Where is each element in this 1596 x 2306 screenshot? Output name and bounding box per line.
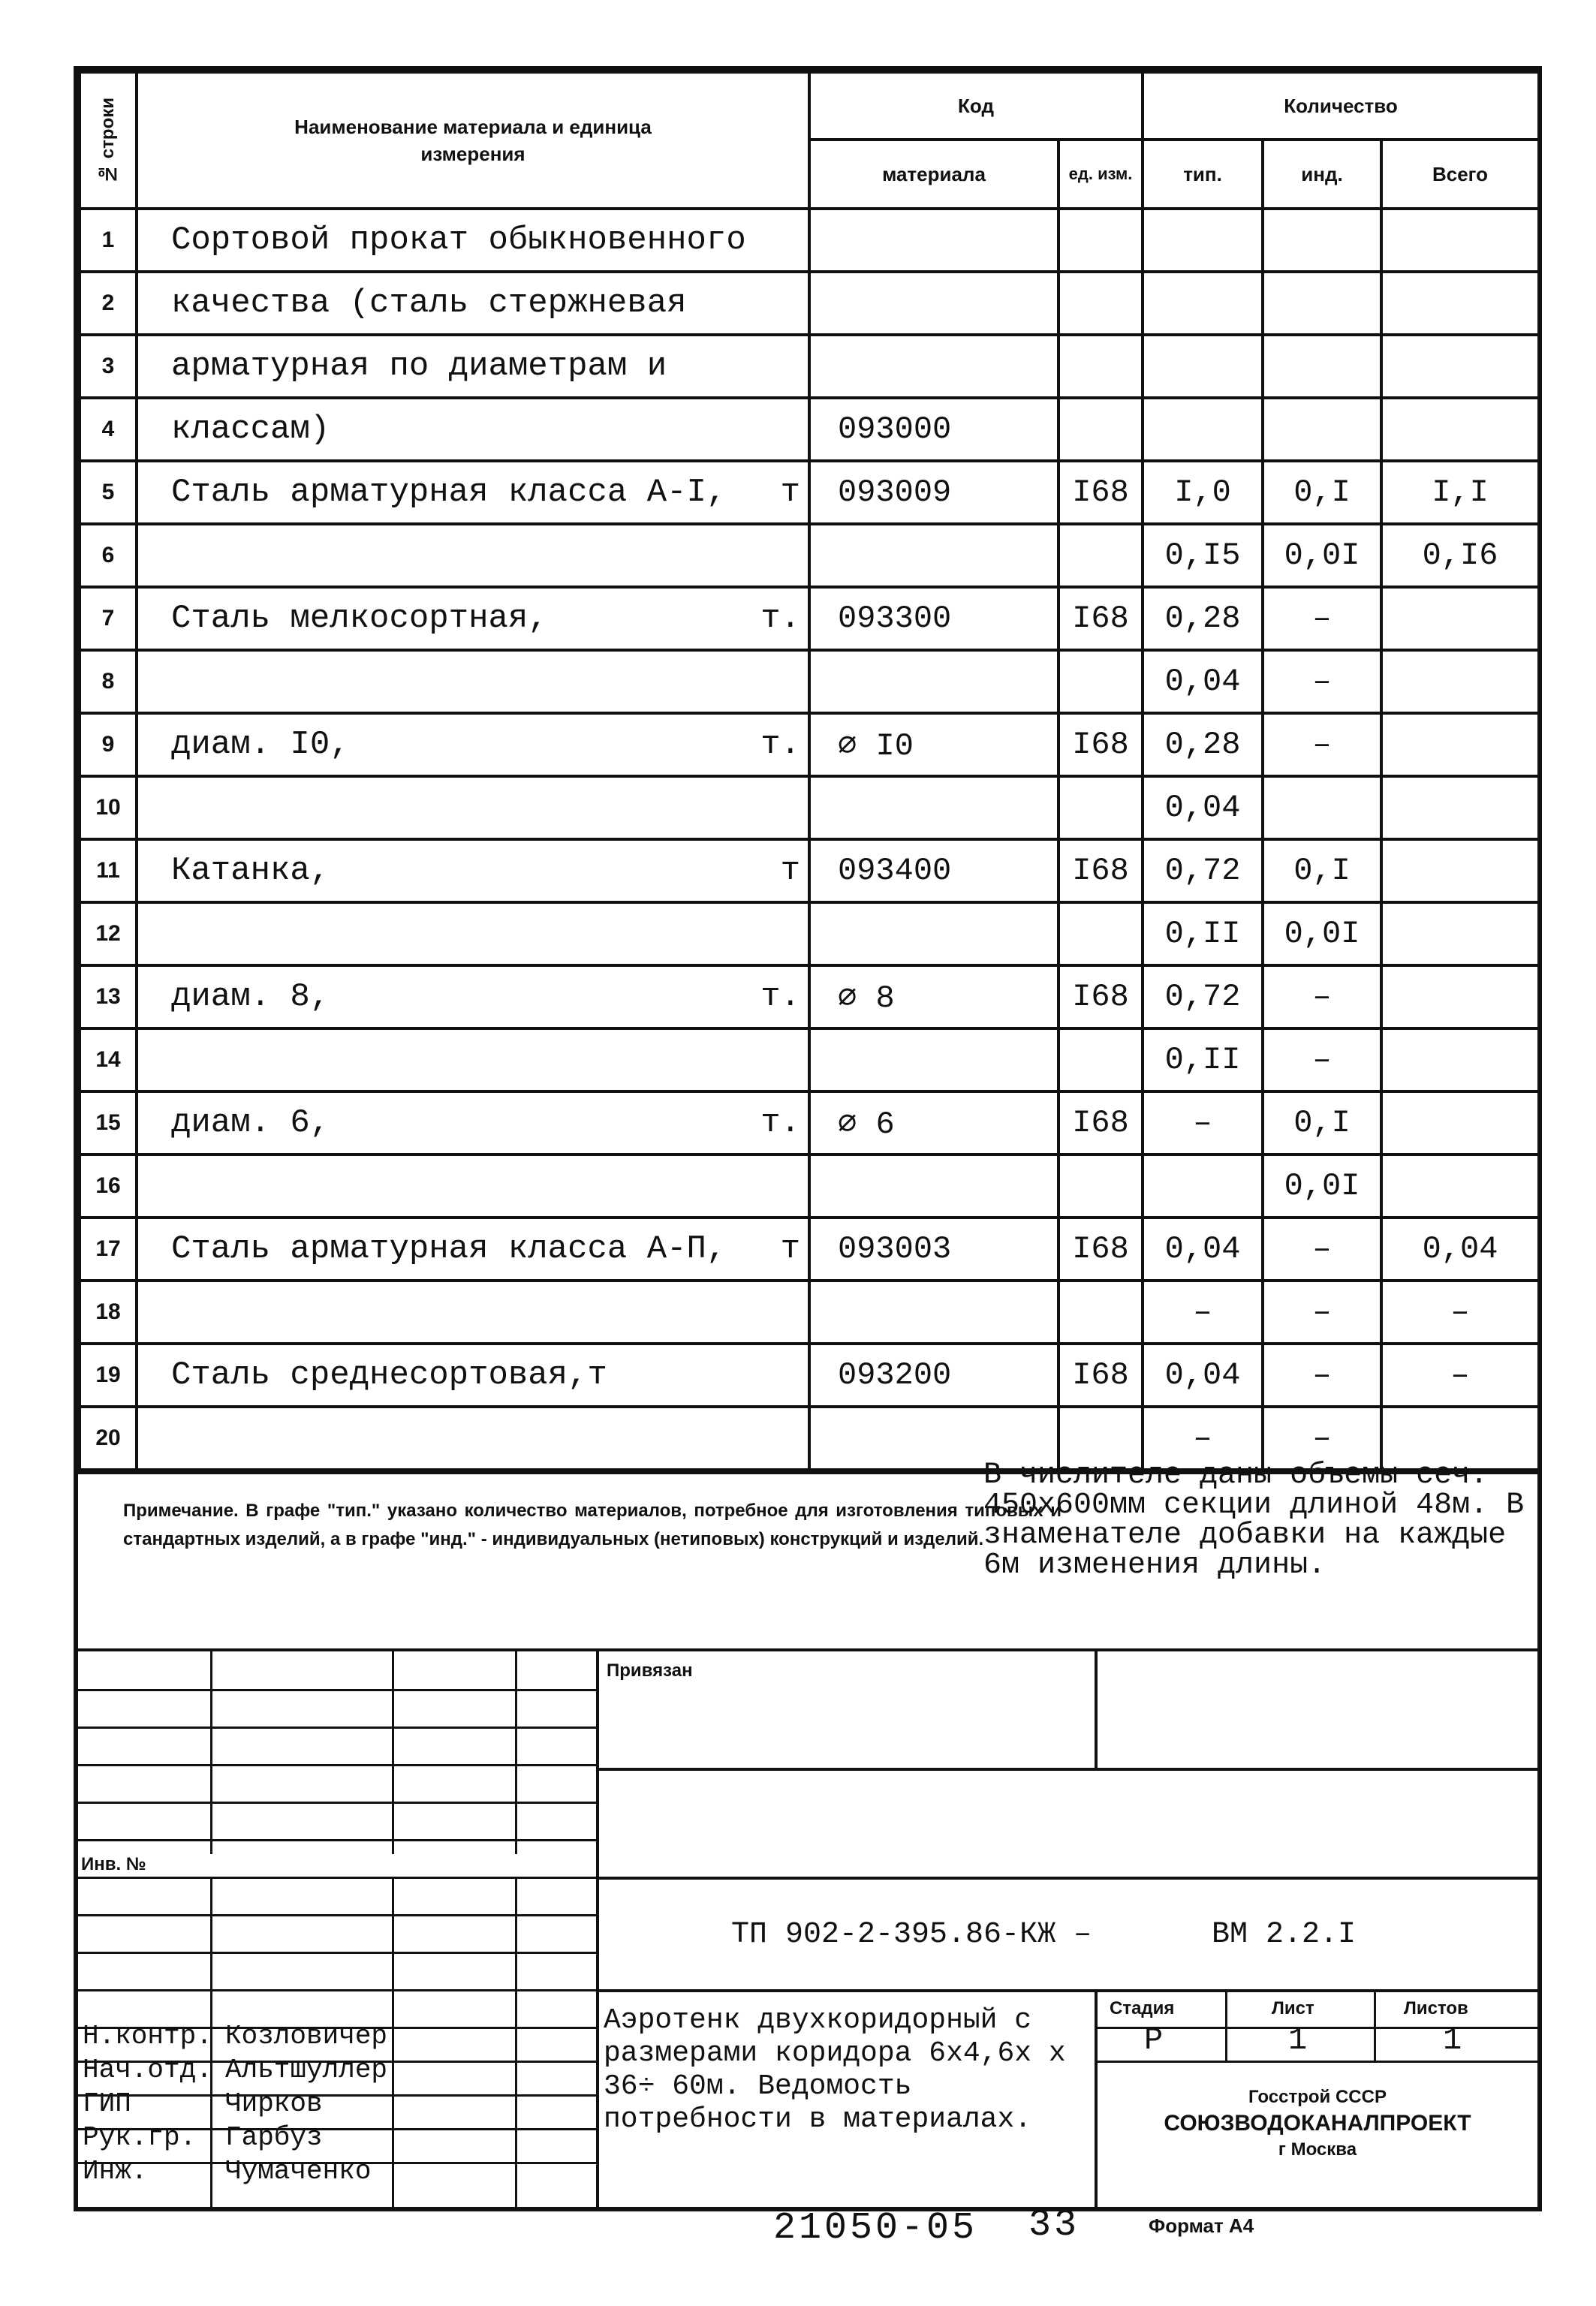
unit-label: т (780, 852, 800, 890)
qty-ind-cell: – (1263, 1218, 1381, 1281)
material-code-cell (809, 1281, 1058, 1344)
material-name: арматурная по диаметрам и (171, 348, 667, 385)
materials-table (78, 71, 1540, 1471)
qty-total-cell (1381, 1091, 1539, 1155)
qty-total-cell (1381, 272, 1539, 335)
name-header: Наименование материала и единица измерения (137, 72, 809, 209)
row-number-header: № строки (80, 72, 137, 209)
qty-typ-cell (1143, 335, 1263, 398)
material-code-cell: ∅ 8 (809, 965, 1058, 1028)
org-name: СОЮЗВОДОКАНАЛПРОЕКТ (1164, 2111, 1471, 2136)
qty-total-cell: – (1381, 1281, 1539, 1344)
table-row (80, 524, 1539, 587)
row-number-cell: 6 (80, 524, 137, 587)
qty-total-cell: 0,I6 (1381, 524, 1539, 587)
qty-total-cell (1381, 650, 1539, 713)
material-name-cell (137, 839, 809, 902)
table-row (80, 1344, 1539, 1407)
row-number-cell: 2 (80, 272, 137, 335)
material-name: диам. 6, (171, 1104, 330, 1142)
material-code-cell: ∅ 6 (809, 1091, 1058, 1155)
note-section (78, 1459, 1537, 1648)
material-code-cell (809, 209, 1058, 272)
unit-code-cell (1058, 272, 1143, 335)
qty-ind-cell: – (1263, 965, 1381, 1028)
table-row (80, 713, 1539, 776)
format-label: Формат А4 (1149, 2214, 1254, 2237)
table-row (80, 587, 1539, 650)
unit-code-cell (1058, 1028, 1143, 1091)
row-number-cell: 13 (80, 965, 137, 1028)
material-code-cell (809, 1028, 1058, 1091)
drawing-title: Аэротенк двухкоридорный с размерами коридора 6х4,6х х 36÷ 60м. Ведомость потребности в материалах. (604, 2004, 1066, 2136)
table-row (80, 1281, 1539, 1344)
qty-total-cell (1381, 398, 1539, 461)
table-row (80, 1091, 1539, 1155)
material-code-cell (809, 1155, 1058, 1218)
unit-code-cell (1058, 398, 1143, 461)
material-name: Сталь арматурная класса А-П, (171, 1230, 727, 1268)
stage-label: Стадия (1110, 1998, 1175, 2019)
qty-total-cell (1381, 335, 1539, 398)
material-code-cell (809, 776, 1058, 839)
document-code: ТП 902-2-395.86-КЖ – (731, 1918, 1092, 1952)
material-name: Сортовой прокат обыкновенного (171, 221, 746, 259)
code-group-header: Код (809, 72, 1143, 140)
signatory-role: Н.контр. (83, 2021, 212, 2052)
material-code-cell (809, 335, 1058, 398)
material-name-cell (137, 587, 809, 650)
org-ministry: Госстрой СССР (1248, 2087, 1387, 2107)
qty-typ-cell: 0,04 (1143, 1218, 1263, 1281)
row-number-cell: 12 (80, 902, 137, 965)
qty-total-cell: – (1381, 1344, 1539, 1407)
signatory-name: Чумаченко (225, 2156, 372, 2187)
table-row (80, 1218, 1539, 1281)
unit-code-cell (1058, 650, 1143, 713)
material-name: качества (сталь стержневая (171, 284, 687, 322)
unit-label: т (780, 1230, 800, 1268)
material-name-cell (137, 1407, 809, 1470)
material-code-cell: 093200 (809, 1344, 1058, 1407)
signatory-role: Рук.гр. (83, 2122, 197, 2153)
row-number-cell: 1 (80, 209, 137, 272)
title-block (78, 1648, 1537, 2207)
table-row (80, 209, 1539, 272)
material-name-cell (137, 1218, 809, 1281)
material-name-cell (137, 272, 809, 335)
note-right-text: В числителе даны объемы сеч. 450х600мм секции длиной 48м. В знаменателе добавки на каждые 6м изменения длины. (983, 1459, 1525, 1582)
unit-code-cell (1058, 524, 1143, 587)
code-material-header: материала (809, 140, 1058, 209)
qty-total-cell (1381, 839, 1539, 902)
qty-typ-cell: 0,04 (1143, 776, 1263, 839)
table-row (80, 839, 1539, 902)
material-code-cell (809, 524, 1058, 587)
stage-value: Р (1144, 2022, 1164, 2058)
signatory-name: Чирков (225, 2088, 323, 2119)
unit-label: т. (760, 1104, 800, 1142)
qty-ind-cell: 0,0I (1263, 902, 1381, 965)
qty-total-header: Всего (1381, 140, 1539, 209)
table-row (80, 461, 1539, 524)
qty-total-cell (1381, 587, 1539, 650)
qty-total-cell (1381, 1028, 1539, 1091)
qty-typ-cell: – (1143, 1281, 1263, 1344)
material-name-cell (137, 965, 809, 1028)
qty-typ-cell: – (1143, 1407, 1263, 1470)
qty-ind-cell: – (1263, 1344, 1381, 1407)
unit-code-cell (1058, 1281, 1143, 1344)
signatory-name: Гарбуз (225, 2122, 323, 2153)
sheet-label: Лист (1272, 1998, 1314, 2019)
qty-ind-cell: 0,0I (1263, 524, 1381, 587)
unit-code-cell: I68 (1058, 713, 1143, 776)
material-name: Катанка, (171, 852, 330, 890)
row-number-cell: 18 (80, 1281, 137, 1344)
row-number-cell: 17 (80, 1218, 137, 1281)
row-number-cell: 8 (80, 650, 137, 713)
material-name: диам. I0, (171, 726, 350, 763)
qty-typ-cell: 0,72 (1143, 839, 1263, 902)
archive-number: 21050-05 (773, 2207, 978, 2250)
unit-code-cell (1058, 209, 1143, 272)
qty-ind-cell (1263, 398, 1381, 461)
material-code-cell: 093300 (809, 587, 1058, 650)
material-name: диам. 8, (171, 978, 330, 1016)
table-row (80, 335, 1539, 398)
material-code-cell (809, 650, 1058, 713)
qty-ind-cell: – (1263, 650, 1381, 713)
unit-code-cell: I68 (1058, 839, 1143, 902)
material-code-cell (809, 272, 1058, 335)
unit-code-cell: I68 (1058, 1344, 1143, 1407)
material-name: Сталь мелкосортная, (171, 600, 548, 637)
material-name-cell (137, 209, 809, 272)
table-row (80, 902, 1539, 965)
qty-total-cell (1381, 776, 1539, 839)
qty-typ-cell: – (1143, 1091, 1263, 1155)
material-code-cell: ∅ I0 (809, 713, 1058, 776)
page-number: 33 (1028, 2204, 1080, 2247)
qty-total-cell: I,I (1381, 461, 1539, 524)
quantity-group-header: Количество (1143, 72, 1539, 140)
material-code-cell: 093000 (809, 398, 1058, 461)
unit-code-cell: I68 (1058, 1218, 1143, 1281)
material-name-cell (137, 650, 809, 713)
row-number-cell: 14 (80, 1028, 137, 1091)
material-code-cell: 093003 (809, 1218, 1058, 1281)
material-name-cell (137, 713, 809, 776)
qty-typ-cell: 0,04 (1143, 650, 1263, 713)
unit-code-cell (1058, 1155, 1143, 1218)
row-number-cell: 15 (80, 1091, 137, 1155)
table-row (80, 1155, 1539, 1218)
qty-ind-cell: – (1263, 1028, 1381, 1091)
unit-code-cell (1058, 776, 1143, 839)
material-code-cell (809, 902, 1058, 965)
qty-total-cell (1381, 965, 1539, 1028)
unit-code-cell (1058, 902, 1143, 965)
unit-label: т. (760, 978, 800, 1016)
row-number-cell: 19 (80, 1344, 137, 1407)
qty-ind-cell: – (1263, 587, 1381, 650)
unit-code-cell: I68 (1058, 1091, 1143, 1155)
row-number-cell: 11 (80, 839, 137, 902)
signatory-name: Альтшуллер (225, 2055, 388, 2085)
qty-typ-cell (1143, 272, 1263, 335)
material-name-cell (137, 1091, 809, 1155)
material-name-cell (137, 524, 809, 587)
material-name-cell (137, 398, 809, 461)
table-row (80, 398, 1539, 461)
material-name: классам) (171, 411, 330, 448)
sheets-label: Листов (1404, 1998, 1468, 2019)
qty-typ-cell: 0,I5 (1143, 524, 1263, 587)
table-row (80, 1028, 1539, 1091)
material-name-cell (137, 1281, 809, 1344)
unit-code-cell: I68 (1058, 461, 1143, 524)
qty-ind-cell (1263, 209, 1381, 272)
table-row (80, 965, 1539, 1028)
row-number-cell: 5 (80, 461, 137, 524)
qty-typ-cell (1143, 1155, 1263, 1218)
qty-ind-cell (1263, 272, 1381, 335)
qty-typ-cell: 0,04 (1143, 1344, 1263, 1407)
qty-ind-cell (1263, 335, 1381, 398)
qty-total-cell: 0,04 (1381, 1218, 1539, 1281)
row-number-cell: 20 (80, 1407, 137, 1470)
unit-code-cell: I68 (1058, 587, 1143, 650)
qty-typ-cell: 0,28 (1143, 713, 1263, 776)
qty-total-cell (1381, 1155, 1539, 1218)
sheets-value: 1 (1443, 2022, 1462, 2058)
table-row (80, 272, 1539, 335)
signatory-name: Козловичер (225, 2021, 388, 2052)
qty-ind-header: инд. (1263, 140, 1381, 209)
sheet-value: 1 (1288, 2022, 1308, 2058)
qty-typ-cell: 0,72 (1143, 965, 1263, 1028)
privyazan-label: Привязан (607, 1660, 693, 1681)
material-name-cell (137, 776, 809, 839)
signatory-role: ГИП (83, 2088, 131, 2119)
material-code-cell: 093009 (809, 461, 1058, 524)
table-row (80, 776, 1539, 839)
org-city: г Москва (1278, 2139, 1357, 2160)
qty-ind-cell: 0,I (1263, 461, 1381, 524)
row-number-cell: 9 (80, 713, 137, 776)
row-number-cell: 16 (80, 1155, 137, 1218)
unit-label: т. (760, 600, 800, 637)
material-name: Сталь арматурная класса А-I, (171, 474, 727, 511)
code-unit-header: ед. изм. (1058, 140, 1143, 209)
material-name-cell (137, 1155, 809, 1218)
material-code-cell: 093400 (809, 839, 1058, 902)
note-text: Примечание. В графе "тип." указано количество материалов, потребное для изготовления типовых и стандартных изделий, а в графе "инд." - индивидуальных (нетиповых) конструкций и изделий. (123, 1501, 1061, 1549)
qty-typ-cell: I,0 (1143, 461, 1263, 524)
qty-total-cell (1381, 713, 1539, 776)
table-row (80, 650, 1539, 713)
unit-code-cell (1058, 335, 1143, 398)
qty-typ-cell: 0,II (1143, 1028, 1263, 1091)
material-name-cell (137, 902, 809, 965)
row-number-cell: 4 (80, 398, 137, 461)
unit-label: т. (760, 726, 800, 763)
qty-typ-cell: 0,II (1143, 902, 1263, 965)
material-name-cell (137, 335, 809, 398)
document-frame (74, 66, 1542, 2211)
signatory-role: Инж. (83, 2156, 148, 2187)
qty-ind-cell (1263, 776, 1381, 839)
qty-ind-cell: – (1263, 1281, 1381, 1344)
unit-label: т (780, 474, 800, 511)
material-name-cell (137, 1028, 809, 1091)
qty-total-cell (1381, 902, 1539, 965)
material-name-cell (137, 461, 809, 524)
qty-ind-cell: 0,I (1263, 1091, 1381, 1155)
qty-total-cell (1381, 209, 1539, 272)
qty-typ-cell: 0,28 (1143, 587, 1263, 650)
row-number-cell: 7 (80, 587, 137, 650)
qty-typ-header: тип. (1143, 140, 1263, 209)
qty-ind-cell: – (1263, 713, 1381, 776)
row-number-cell: 3 (80, 335, 137, 398)
qty-typ-cell (1143, 209, 1263, 272)
row-number-cell: 10 (80, 776, 137, 839)
qty-typ-cell (1143, 398, 1263, 461)
qty-ind-cell: 0,0I (1263, 1155, 1381, 1218)
signatory-role: Нач.отд. (83, 2055, 212, 2085)
material-name: Сталь среднесортовая,т (171, 1356, 607, 1394)
qty-ind-cell: 0,I (1263, 839, 1381, 902)
inventory-label: Инв. № (81, 1854, 146, 1874)
qty-ind-cell: – (1263, 1407, 1381, 1470)
sheet-code: ВМ 2.2.I (1212, 1918, 1357, 1952)
material-name-cell (137, 1344, 809, 1407)
unit-code-cell: I68 (1058, 965, 1143, 1028)
